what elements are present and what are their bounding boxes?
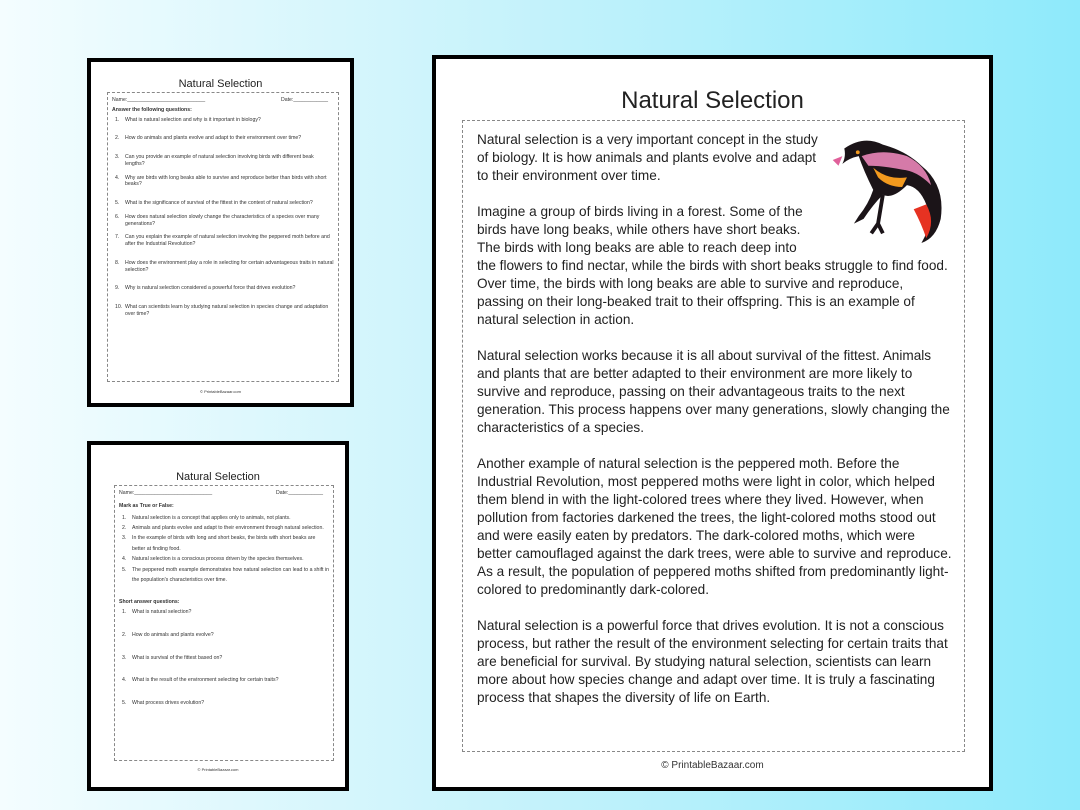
item-text: What is the result of the environment selecting for certain traits? [132,677,279,684]
date-field: Date:____________ [280,97,328,103]
item-text: How does natural selection slowly change the characteristics of a species over many generations? [125,213,320,227]
list-item [122,533,329,554]
worksheet-preview-true-false [87,441,349,791]
item-number: 1. [122,609,127,616]
item-text: The peppered moth example demonstrates how natural selection can lead to a shift in the population's characteristics over time. [132,566,329,583]
name-field: Name:___________________________ [119,490,213,496]
list-item [115,154,334,168]
item-number: 6. [115,213,120,220]
item-text: Natural selection is a concept that applies only to animals, not plants. [132,514,291,521]
list-item [115,175,334,189]
item-number: 3. [122,535,127,542]
item-number: 4. [115,174,120,181]
name-field: Name:___________________________ [112,97,206,103]
page-title: Natural Selection [621,87,804,114]
list-item [122,655,329,662]
paragraph: Natural selection is a powerful force that drives evolution. It is not a conscious process, but rather the result of the environment selecting for certain traits that are beneficial for survival. By studying natural selection, scientists can learn more about how species change and adapt over time. It is truly a fascinating process that shapes the diversity of life on Earth. [477,618,948,705]
item-text: In the example of birds with long and short beaks, the birds with short beaks are better at finding food. [132,535,316,552]
item-text: Natural selection is a conscious process driven by the species themselves. [132,556,304,563]
item-number: 5. [115,200,120,206]
list-item [122,632,329,639]
item-text: What is survival of the fittest based on? [132,654,223,661]
reading-passage [462,120,965,752]
item-number: 10. [115,304,123,310]
paragraph: Another example of natural selection is the peppered moth. Before the Industrial Revolution, most peppered moths were light in color, which helped them blend in with the light-colored trees where they lived. However, when pollution from factories darkened the trees, the light-colored moths stood out and were easily eaten by predators. The dark-colored moths, which were better camouflaged against the dark trees, were able to survive and reproduce. As a result, the population of peppered moths shifted from predominantly light-colored to predominantly dark-colored. [477,456,952,597]
list-item [122,523,329,533]
item-text: What process drives evolution? [132,700,205,707]
item-number: 2. [122,524,127,531]
item-text: How does the environment play a role in selecting for certain advantageous traits in natural selection? [125,259,334,273]
list-item [122,513,329,523]
item-text: What can scientists learn by studying natural selection in species change and adaptation over time? [125,304,329,317]
list-item [122,609,329,616]
list-item [122,554,329,564]
item-text: Can you explain the example of natural selection involving the peppered moth before and after the Industrial Revolution? [125,234,330,247]
paragraph: Natural selection is a very important concept in the study of biology. It is how animals and plants evolve and adapt to their environment over time. [477,132,818,183]
list-item [115,234,334,248]
worksheet-title: Natural Selection [176,471,260,483]
item-number: 5. [122,700,127,707]
item-number: 4. [122,556,127,563]
item-text: What is the significance of survival of the fittest in the context of natural selection? [125,200,313,206]
list-item [122,677,329,684]
paragraph: Natural selection works because it is all about survival of the fittest. Animals and plants that are better adapted to their environment are more likely to survive and reproduce, passing on their advantageous traits to the next generation. This process happens over many generations, slowly changing the characteristics of a species. [477,348,950,435]
item-text: What is natural selection and why is it important in biology? [125,116,261,123]
footer: © PrintableBazaar.com [200,389,241,394]
list-item [115,214,334,228]
item-number: 8. [115,259,120,266]
worksheet-preview-questions [87,58,354,407]
item-text: What is natural selection? [132,609,192,616]
item-text: Animals and plants evolve and adapt to their environment through natural selection. [132,524,324,531]
item-text: Can you provide an example of natural selection involving birds with different beak lengths? [125,154,314,167]
worksheet-sheet [107,92,339,382]
list-item [122,700,329,707]
list-item [115,200,334,207]
worksheet-sheet [114,485,334,761]
item-number: 3. [115,154,120,160]
list-item [115,117,334,124]
item-text: How do animals and plants evolve? [132,631,214,638]
paragraph: Imagine a group of birds living in a forest. Some of the birds have long beaks, while others have short beaks. The birds with long beaks are able to reach deep into the flowers to find nectar, while the birds with short beaks struggle to find food. Over time, the birds with long beaks are able to survive and reproduce, passing on their long-beaked trait to their offspring. This is an example of natural selection in action. [477,204,948,327]
item-number: 9. [115,285,120,292]
list-item [115,304,334,318]
date-field: Date:____________ [275,490,323,496]
sa-heading: Short answer questions: [119,599,180,606]
item-number: 2. [115,135,120,142]
footer: © PrintableBazaar.com [661,760,764,771]
lizard-illustration [825,125,960,250]
instructions: Answer the following questions: [112,106,192,113]
item-number: 2. [122,631,127,638]
item-text: How do animals and plants evolve and adapt to their environment over time? [125,135,302,142]
item-number: 7. [115,234,120,241]
list-item [122,565,329,586]
list-item [115,135,334,142]
list-item [115,260,334,274]
item-text: Why is natural selection considered a powerful force that drives evolution? [125,285,296,292]
item-number: 1. [122,514,127,521]
footer: © PrintableBazaar.com [197,767,239,772]
item-text: Why are birds with long beaks able to survive and reproduce better than birds with short beaks? [125,174,327,188]
tf-heading: Mark as True or False: [119,502,174,509]
item-number: 1. [115,116,120,123]
item-number: 4. [122,677,127,684]
list-item [115,285,334,292]
item-number: 3. [122,654,127,661]
item-number: 5. [122,566,127,573]
worksheet-title: Natural Selection [178,78,263,90]
reading-passage-page [432,55,993,791]
